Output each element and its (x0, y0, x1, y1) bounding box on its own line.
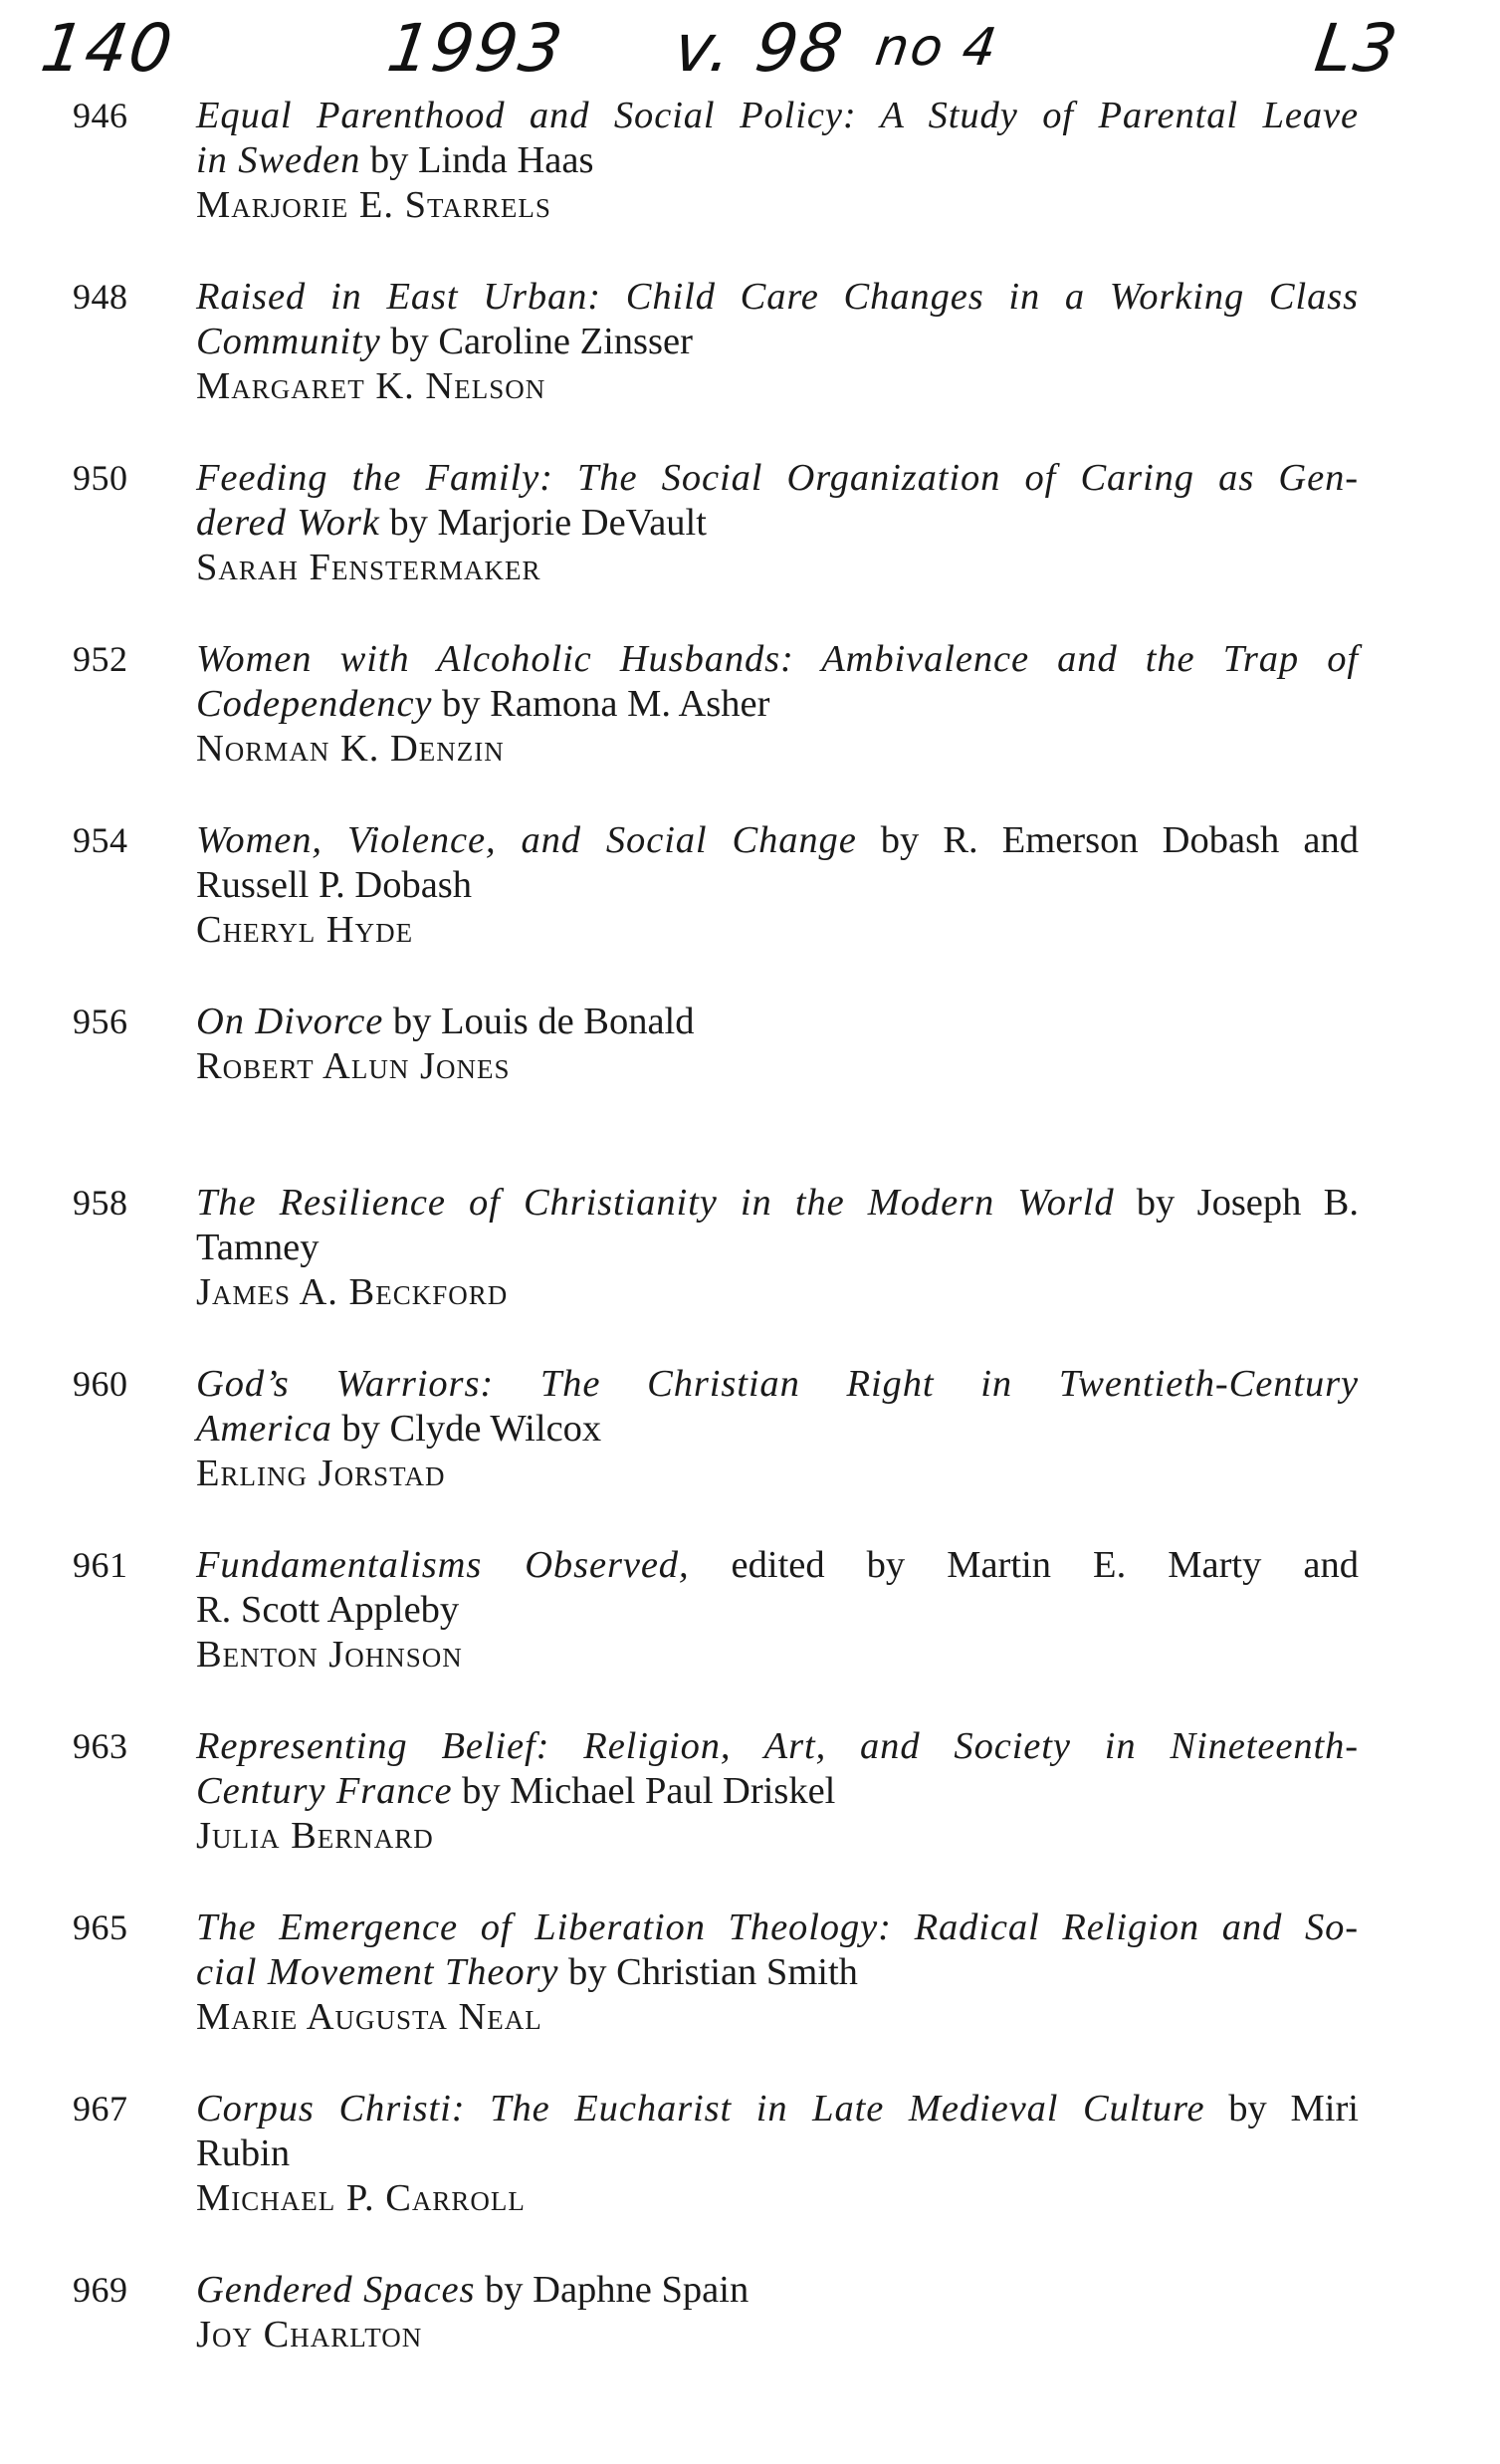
book-author: by Daphne Spain (475, 2269, 750, 2311)
review-entry (0, 456, 1500, 637)
book-title: Century France (196, 1770, 453, 1812)
book-author: Russell P. Dobash (196, 864, 473, 906)
handwritten-volume: v. 98 (669, 10, 850, 87)
book-author: by Clyde Wilcox (331, 1408, 602, 1450)
book-author: by Joseph B. (1114, 1182, 1359, 1224)
entry-citation (196, 1362, 1359, 1496)
book-title: Corpus Christi: The Eucharist in Late Medieval Culture (196, 2088, 1205, 2129)
reviewer-name: Marie Augusta Neal (196, 1996, 542, 2038)
page-number: 956 (73, 1002, 128, 1041)
reviewer-name: James A. Beckford (196, 1271, 509, 1313)
reviewer-name: Norman K. Denzin (196, 728, 505, 770)
book-author: Tamney (196, 1227, 320, 1268)
page-number: 954 (73, 820, 128, 860)
reviewer-name: Erling Jorstad (196, 1453, 446, 1494)
book-author: by Caroline Zinsser (380, 321, 693, 362)
citation-line (196, 1588, 1359, 1633)
page-number: 950 (73, 458, 128, 498)
entry-citation (196, 1543, 1359, 1678)
reviewer-name: Margaret K. Nelson (196, 365, 546, 407)
reviewer-name: Marjorie E. Starrels (196, 184, 551, 226)
entry-citation (196, 818, 1359, 953)
citation-line (196, 1226, 1359, 1270)
book-title: Codependency (196, 683, 433, 725)
book-title: Representing Belief: Religion, Art, and Society in Nineteenth- (196, 1725, 1359, 1767)
book-title: Women, Violence, and Social Change (196, 819, 857, 861)
citation-line (196, 682, 1359, 727)
entry-citation (196, 1000, 1359, 1089)
book-title: On Divorce (196, 1001, 384, 1042)
page-number: 961 (73, 1545, 128, 1585)
page-number: 969 (73, 2270, 128, 2310)
book-author: by Linda Haas (360, 139, 594, 181)
book-author: by Ramona M. Asher (432, 683, 770, 725)
page-number: 967 (73, 2089, 128, 2128)
book-author: by R. Emerson Dobash and (856, 819, 1359, 861)
review-entry (0, 1362, 1500, 1543)
citation-line (196, 2268, 1359, 2313)
review-entry (0, 1543, 1500, 1724)
review-entry (0, 818, 1500, 1000)
page-number: 946 (73, 96, 128, 135)
entry-citation (196, 456, 1359, 590)
citation-line (196, 1950, 1359, 1995)
book-title: Women with Alcoholic Husbands: Ambivalence and the Trap of (196, 638, 1359, 680)
entry-citation (196, 1905, 1359, 2040)
entry-citation (196, 1724, 1359, 1859)
citation-line (196, 1905, 1359, 1950)
review-entry (0, 275, 1500, 456)
reviewer-name: Cheryl Hyde (196, 909, 414, 951)
book-title: Equal Parenthood and Social Policy: A Study of Parental Leave (196, 95, 1359, 136)
handwritten-issue: no 4 (871, 18, 1002, 78)
page-number: 948 (73, 277, 128, 317)
book-title: Raised in East Urban: Child Care Changes in a Working Class (196, 276, 1359, 318)
citation-line (196, 1000, 1359, 1044)
book-author: by Miri (1204, 2088, 1359, 2129)
book-title: God’s Warriors: The Christian Right in Twentieth-Century (196, 1363, 1359, 1405)
citation-line (196, 1724, 1359, 1769)
page-number: 963 (73, 1726, 128, 1766)
review-entry (0, 1905, 1500, 2087)
review-entry (0, 1000, 1500, 1181)
review-entry (0, 1724, 1500, 1905)
book-title: Community (196, 321, 381, 362)
citation-line (196, 637, 1359, 682)
page-number: 965 (73, 1907, 128, 1947)
entry-citation (196, 637, 1359, 772)
citation-line (196, 1769, 1359, 1814)
citation-line (196, 1407, 1359, 1452)
book-title: Gendered Spaces (196, 2269, 476, 2311)
book-title: in Sweden (196, 139, 361, 181)
handwritten-year: 1993 (382, 10, 569, 87)
book-review-list (0, 94, 1500, 2449)
book-author: by Christian Smith (558, 1951, 858, 1993)
entry-citation (196, 94, 1359, 228)
book-author: by Louis de Bonald (383, 1001, 695, 1042)
handwritten-shelf-mark: L3 (1310, 10, 1404, 87)
entry-citation (196, 2268, 1359, 2357)
entry-citation (196, 1181, 1359, 1315)
page-number: 960 (73, 1364, 128, 1404)
reviewer-name: Sarah Fenstermaker (196, 547, 541, 588)
citation-line (196, 818, 1359, 863)
reviewer-name: Benton Johnson (196, 1634, 463, 1676)
book-author: edited by Martin E. Marty and (689, 1544, 1359, 1586)
entry-citation (196, 275, 1359, 409)
citation-line (196, 501, 1359, 546)
book-title: Fundamentalisms Observed, (196, 1544, 690, 1586)
reviewer-name: Joy Charlton (196, 2314, 423, 2355)
citation-line (196, 1362, 1359, 1407)
book-title: America (196, 1408, 332, 1450)
citation-line (196, 2131, 1359, 2176)
book-author: Rubin (196, 2132, 291, 2174)
book-title: cial Movement Theory (196, 1951, 559, 1993)
entry-citation (196, 2087, 1359, 2221)
book-author: by Michael Paul Driskel (452, 1770, 836, 1812)
book-author: by Marjorie DeVault (379, 502, 707, 544)
citation-line (196, 275, 1359, 320)
reviewer-name: Julia Bernard (196, 1815, 434, 1857)
review-entry (0, 1181, 1500, 1362)
reviewer-name: Robert Alun Jones (196, 1045, 511, 1087)
citation-line (196, 94, 1359, 138)
citation-line (196, 456, 1359, 501)
citation-line (196, 320, 1359, 364)
book-author: R. Scott Appleby (196, 1589, 460, 1631)
handwritten-call-number: 140 (36, 10, 179, 87)
page-number: 958 (73, 1183, 128, 1223)
citation-line (196, 863, 1359, 908)
citation-line (196, 2087, 1359, 2131)
book-title: Feeding the Family: The Social Organization of Caring as Gen- (196, 457, 1359, 499)
review-entry (0, 2268, 1500, 2449)
citation-line (196, 1181, 1359, 1226)
review-entry (0, 637, 1500, 818)
citation-line (196, 138, 1359, 183)
book-title: The Emergence of Liberation Theology: Radical Religion and So- (196, 1906, 1359, 1948)
review-entry (0, 2087, 1500, 2268)
citation-line (196, 1543, 1359, 1588)
page-number: 952 (73, 639, 128, 679)
review-entry (0, 94, 1500, 275)
book-title: dered Work (196, 502, 380, 544)
reviewer-name: Michael P. Carroll (196, 2177, 526, 2219)
book-title: The Resilience of Christianity in the Modern World (196, 1182, 1115, 1224)
